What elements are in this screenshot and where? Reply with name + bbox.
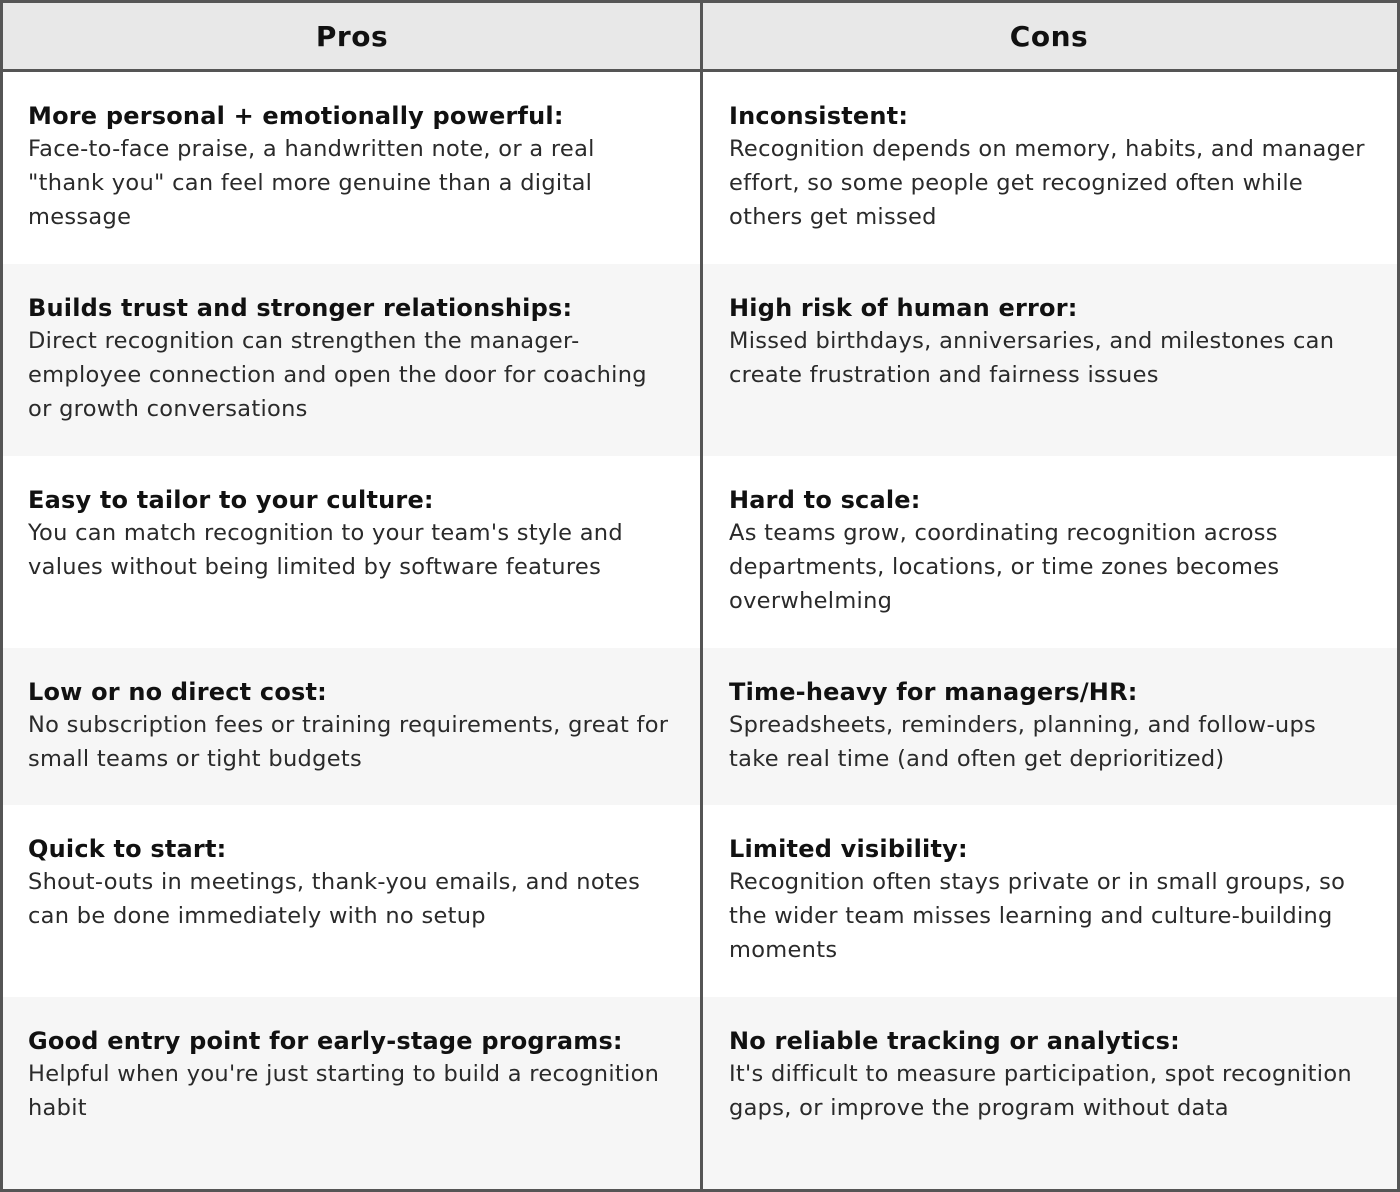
- pro-text: Helpful when you're just starting to build a recognition habit: [28, 1061, 660, 1121]
- con-text: As teams grow, coordinating recognition across departments, locations, or time zones becomes overwhelming: [729, 520, 1280, 614]
- con-text: Spreadsheets, reminders, planning, and follow-ups take real time (and often get deprioritized): [729, 712, 1317, 772]
- cons-header: Cons: [701, 3, 1397, 72]
- cons-cell: [701, 997, 1397, 1189]
- pro-title: More personal + emotionally powerful:: [28, 102, 564, 130]
- pros-cell: [3, 805, 701, 997]
- pro-text: Face-to-face praise, a handwritten note, or a real "thank you" can feel more genuine than a digital message: [28, 136, 595, 230]
- con-title: Hard to scale:: [729, 486, 921, 514]
- cons-cell: [701, 264, 1397, 456]
- pros-cell: [3, 72, 701, 264]
- pro-title: Builds trust and stronger relationships:: [28, 294, 573, 322]
- pro-text: Shout-outs in meetings, thank-you emails, and notes can be done immediately with no setup: [28, 869, 641, 929]
- pros-cell: [3, 456, 701, 648]
- cons-cell: [701, 648, 1397, 805]
- con-title: High risk of human error:: [729, 294, 1078, 322]
- pros-cell: [3, 264, 701, 456]
- pro-title: Good entry point for early-stage programs:: [28, 1027, 623, 1055]
- con-text: It's difficult to measure participation, spot recognition gaps, or improve the program without data: [729, 1061, 1352, 1121]
- pros-header: Pros: [3, 3, 701, 72]
- pro-title: Quick to start:: [28, 835, 227, 863]
- con-text: Recognition depends on memory, habits, and manager effort, so some people get recognized often while others get missed: [729, 136, 1365, 230]
- con-title: No reliable tracking or analytics:: [729, 1027, 1180, 1055]
- cons-cell: [701, 72, 1397, 264]
- pro-text: You can match recognition to your team's style and values without being limited by software features: [28, 520, 623, 580]
- pros-cell: [3, 997, 701, 1189]
- con-text: Missed birthdays, anniversaries, and milestones can create frustration and fairness issues: [729, 328, 1335, 388]
- cons-cell: [701, 805, 1397, 997]
- con-title: Limited visibility:: [729, 835, 968, 863]
- con-text: Recognition often stays private or in small groups, so the wider team misses learning and culture-building moments: [729, 869, 1346, 963]
- con-title: Time-heavy for managers/HR:: [729, 678, 1138, 706]
- pro-text: Direct recognition can strengthen the manager-employee connection and open the door for coaching or growth conversations: [28, 328, 647, 422]
- pro-title: Low or no direct cost:: [28, 678, 327, 706]
- pro-title: Easy to tailor to your culture:: [28, 486, 434, 514]
- pro-text: No subscription fees or training requirements, great for small teams or tight budgets: [28, 712, 669, 772]
- pros-cell: [3, 648, 701, 805]
- con-title: Inconsistent:: [729, 102, 909, 130]
- cons-cell: [701, 456, 1397, 648]
